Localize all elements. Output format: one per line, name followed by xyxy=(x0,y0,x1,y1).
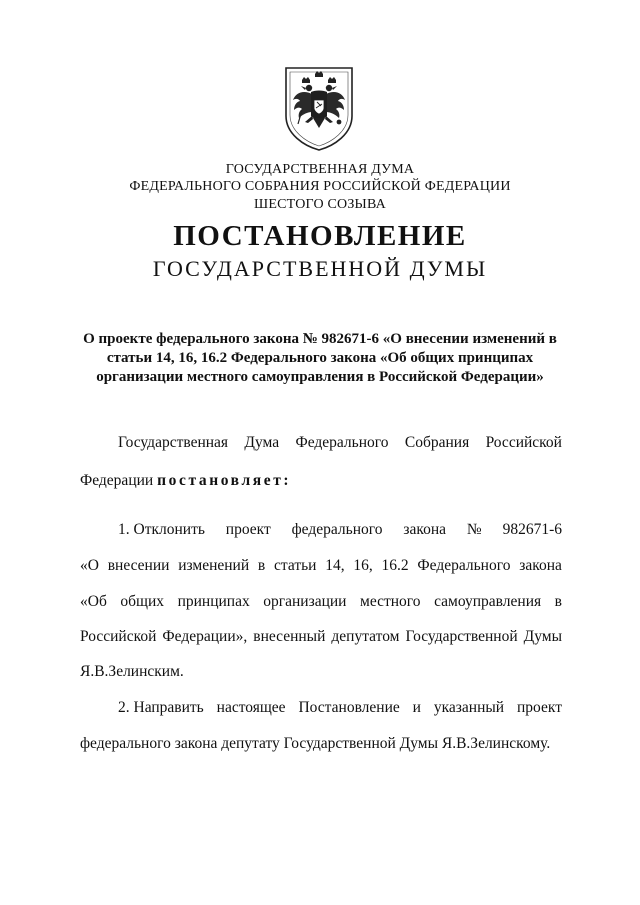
word: Дума xyxy=(244,434,280,451)
preamble-line-1 xyxy=(118,433,562,453)
document-subtitle: ГОСУДАРСТВЕННОЙ ДУМЫ xyxy=(152,256,488,281)
item2-line-2: федерального закона депутату Государственной Думы Я.В.Зелинскому. xyxy=(80,735,551,752)
word: указанный xyxy=(433,699,505,716)
word: федерального xyxy=(291,521,383,538)
subject-line-2: статьи 14, 16, 16.2 Федерального закона «Об общих принципах xyxy=(106,350,534,366)
word: 16.2 xyxy=(381,557,409,574)
item1-line-3 xyxy=(80,592,562,612)
word: организации xyxy=(263,593,347,610)
word: Постановление xyxy=(298,699,400,716)
item1-line-1 xyxy=(118,520,562,540)
word: и xyxy=(412,699,421,716)
word: настоящее xyxy=(216,699,286,716)
issuer-line-2: ФЕДЕРАЛЬНОГО СОБРАНИЯ РОССИЙСКОЙ ФЕДЕРАЦИИ xyxy=(129,179,511,194)
word: депутатом xyxy=(331,628,400,645)
word: закона xyxy=(403,521,447,538)
subject-line-1: О проекте федерального закона № 982671-6 «О внесении изменений в xyxy=(83,331,557,347)
word: Государственная xyxy=(118,434,229,451)
word: Думы xyxy=(523,628,562,645)
word: закона xyxy=(519,557,562,574)
word: «О xyxy=(80,557,99,574)
preamble-line-2 xyxy=(80,471,562,491)
subject-line-3: организации местного самоуправления в Российской Федерации» xyxy=(96,369,544,385)
word: «Об xyxy=(80,593,107,610)
word: принципах xyxy=(177,593,250,610)
preamble-subject: Федерации xyxy=(80,472,154,489)
word: изменений xyxy=(178,557,250,574)
word: 2. Направить xyxy=(118,699,204,716)
word: Российской xyxy=(485,434,562,451)
coat-of-arms-icon xyxy=(282,64,356,152)
document-title: ПОСТАНОВЛЕНИЕ xyxy=(173,220,467,252)
resolves-word: постановляет: xyxy=(157,472,292,489)
word: общих xyxy=(120,593,165,610)
word: Федерального xyxy=(417,557,511,574)
word: Федерального xyxy=(295,434,389,451)
word: Российской xyxy=(80,628,157,645)
item1-line-2 xyxy=(80,556,562,576)
word: внесенный xyxy=(253,628,326,645)
word: Федерации», xyxy=(162,628,248,645)
word: 14, xyxy=(325,557,345,574)
word: Собрания xyxy=(404,434,470,451)
item2-line-1 xyxy=(118,698,562,718)
issuer-line-1: ГОСУДАРСТВЕННАЯ ДУМА xyxy=(225,162,415,177)
word: № xyxy=(466,521,482,538)
word: 1. Отклонить xyxy=(118,521,205,538)
word: 16, xyxy=(353,557,373,574)
item1-line-5: Я.В.Зелинским. xyxy=(80,663,184,680)
word: в xyxy=(257,557,266,574)
word: местного xyxy=(360,593,421,610)
word: статьи xyxy=(274,557,317,574)
word: 982671-6 xyxy=(502,521,562,538)
word: самоуправления xyxy=(434,593,542,610)
word: проект xyxy=(225,521,271,538)
item1-line-4 xyxy=(80,627,562,647)
word: внесении xyxy=(107,557,170,574)
word: проект xyxy=(517,699,562,716)
issuer-line-3: ШЕСТОГО СОЗЫВА xyxy=(254,197,386,212)
word: Государственной xyxy=(405,628,518,645)
word: в xyxy=(554,593,562,610)
